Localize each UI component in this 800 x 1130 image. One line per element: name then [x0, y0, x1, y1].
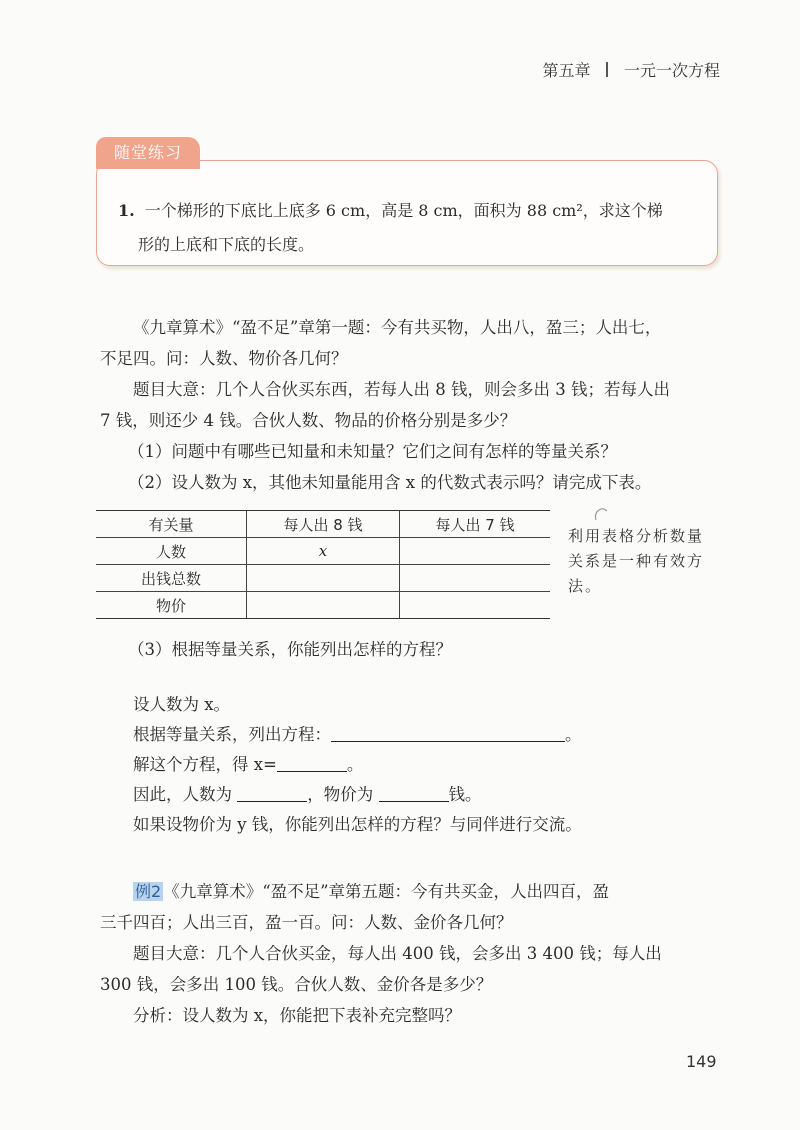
table-cell	[400, 565, 551, 592]
solve-line	[100, 750, 710, 780]
equation-prefix: 根据等量关系，列出方程：	[133, 725, 331, 744]
analysis-line: 分析：设人数为 x，你能把下表补充完整吗？	[133, 1006, 462, 1025]
chapter-topic: 一元一次方程	[623, 61, 720, 80]
example-meaning-1: 题目大意：几个人合伙买金，每人出 400 钱，会多出 3 400 钱；每人出	[133, 944, 662, 963]
table-row	[96, 565, 550, 592]
note-mark-icon	[592, 506, 610, 524]
example-meaning-2: 300 钱，会多出 100 钱。合伙人数、金价各是多少？	[100, 975, 493, 994]
equation-line	[100, 720, 710, 750]
therefore-mid: ，物价为	[307, 785, 374, 804]
intro-problem	[100, 312, 710, 498]
side-note: 利用表格分析数量关系是一种有效方法。	[568, 527, 705, 595]
table-row	[96, 538, 550, 565]
people-count-blank[interactable]	[237, 785, 307, 802]
practice-line-2: 形的上底和下底的长度。	[138, 235, 315, 254]
solution-blank[interactable]	[277, 755, 347, 772]
table-header-cell: 每人出 7 钱	[400, 511, 551, 538]
price-blank[interactable]	[379, 785, 449, 802]
practice-question	[118, 194, 708, 262]
therefore-prefix: 因此，人数为	[133, 785, 232, 804]
table-header-cell: 每人出 8 钱	[247, 511, 400, 538]
followup-question: 如果设物价为 y 钱，你能列出怎样的方程？与同伴进行交流。	[133, 815, 582, 834]
solve-suffix: 。	[346, 755, 364, 774]
table-cell: 出钱总数	[96, 565, 247, 592]
chapter-label: 第五章	[542, 61, 591, 80]
table-cell	[400, 538, 551, 565]
table-row	[96, 592, 550, 619]
practice-number: 1.	[118, 201, 135, 220]
table-header-row	[96, 511, 550, 538]
page-number: 149	[686, 1052, 717, 1071]
therefore-suffix: 钱。	[448, 785, 482, 804]
table-cell	[247, 592, 400, 619]
equation-suffix: 。	[565, 725, 582, 744]
solution-steps	[100, 690, 710, 840]
table-cell	[400, 592, 551, 619]
example-line-2: 三千四百；人出三百，盈一百。问：人数、金价各几何？	[100, 913, 513, 932]
meaning-line-2: 7 钱，则还少 4 钱。合伙人数、物品的价格分别是多少？	[100, 411, 517, 430]
equation-blank[interactable]	[331, 725, 565, 742]
example-line-1: 《九章算术》“盈不足”章第五题：今有共买金，人出四百，盈	[163, 882, 610, 901]
intro-line-1: 《九章算术》“盈不足”章第一题：今有共买物，人出八，盈三；人出七，	[133, 318, 662, 337]
table-header-cell: 有关量	[96, 511, 247, 538]
intro-line-2: 不足四。问：人数、物价各几何？	[100, 349, 348, 368]
solve-prefix: 解这个方程，得 x=	[133, 755, 277, 774]
practice-line-1: 一个梯形的下底比上底多 6 cm，高是 8 cm，面积为 88 cm²，求这个梯	[144, 201, 663, 220]
table-cell: x	[247, 538, 400, 565]
example-2	[100, 876, 710, 1031]
table-cell	[247, 565, 400, 592]
question-2: （2）设人数为 x，其他未知量能用含 x 的代数式表示吗？请完成下表。	[128, 473, 652, 492]
meaning-line-1: 题目大意：几个人合伙买东西，若每人出 8 钱，则会多出 3 钱；若每人出	[133, 380, 670, 399]
let-statement: 设人数为 x。	[133, 695, 231, 714]
table-cell: 人数	[96, 538, 247, 565]
table-cell: 物价	[96, 592, 247, 619]
practice-tab: 随堂练习	[96, 137, 200, 169]
therefore-line	[100, 780, 710, 810]
example-tag: 例2	[135, 882, 162, 901]
question-3: （3）根据等量关系，你能列出怎样的方程？	[128, 640, 452, 659]
chapter-header	[542, 58, 720, 81]
header-divider	[606, 62, 608, 77]
question-1: （1）问题中有哪些已知量和未知量？它们之间有怎样的等量关系？	[128, 442, 617, 461]
solution-section	[100, 634, 710, 665]
relation-table	[96, 510, 550, 619]
